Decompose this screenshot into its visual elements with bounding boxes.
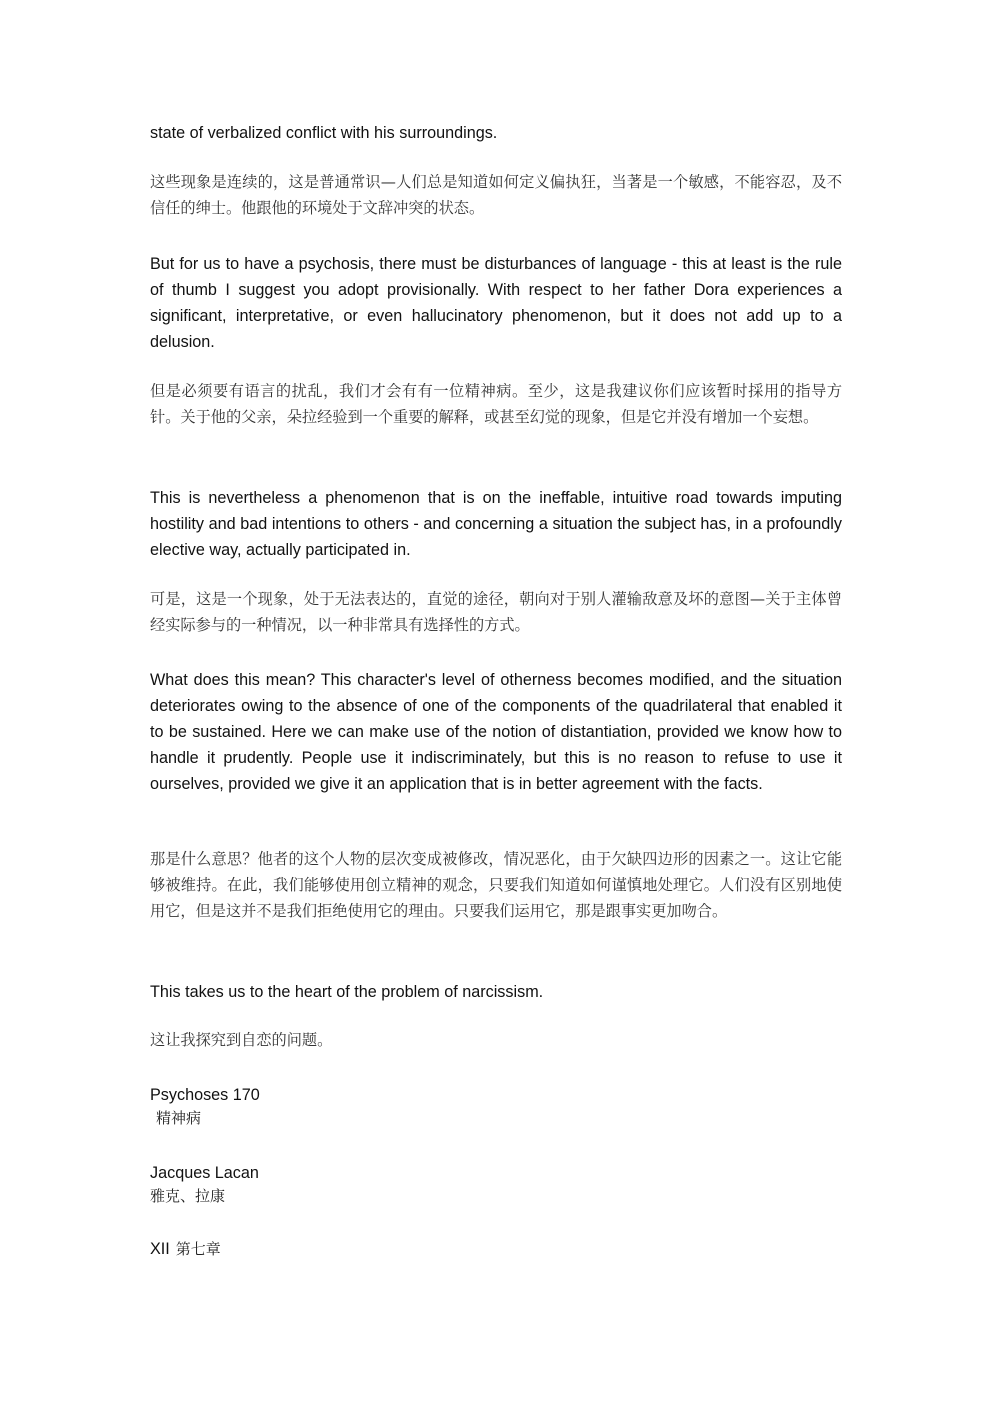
- paragraph-zh-3: 可是，这是一个现象，处于无法表达的，直觉的途径，朝向对于别人灌输敌意及坏的意图—关于主体曾经实际参与的一种情况，以一种非常具有选择性的方式。: [150, 590, 842, 634]
- paragraph-en-5: This takes us to the heart of the problem of narcissism.: [150, 983, 544, 1001]
- paragraph-en-3: This is nevertheless a phenomenon that is on the ineffable, intuitive road towards imputing hostility and bad intentions to others - and concerning a situation the subject has, in a profoundly elective way, actually participated in.: [150, 489, 842, 559]
- author-name-zh: 雅克、拉康: [150, 1187, 226, 1205]
- document-page: [150, 0, 842, 1403]
- paragraph-en-4: What does this mean? This character's level of otherness becomes modified, and the situation deteriorates owing to the absence of one of the components of the quadrilateral that enabled it to be sustained. Here we can make use of the notion of distantiation, provided we know how to handle it prudently. People use it indiscriminately, but this is no reason to refuse to use it ourselves, provided we give it an application that is in better agreement with the facts.: [150, 671, 842, 793]
- paragraph-zh-4: 那是什么意思？他者的这个人物的层次变成被修改，情况恶化，由于欠缺四边形的因素之一。这让它能够被维持。在此，我们能够使用创立精神的观念，只要我们知道如何谨慎地处理它。人们没有区别地使用它，但是这并不是我们拒绝使用它的理由。只要我们运用它，那是跟事实更加吻合。: [150, 850, 842, 920]
- chapter-label: [150, 1237, 221, 1262]
- author-name-en: Jacques Lacan: [150, 1164, 259, 1182]
- paragraph-en-2: But for us to have a psychosis, there must be disturbances of language - this at least is the rule of thumb I suggest you adopt provisionally. With respect to her father Dora experiences a significant, interpretative, or even hallucinatory phenomenon, but it does not add up to a delusion.: [150, 255, 842, 351]
- paragraph-zh-5: 这让我探究到自恋的问题。: [150, 1031, 333, 1049]
- paragraph-zh-2: 但是必须要有语言的扰乱，我们才会有有一位精神病。至少，这是我建议你们应该暂时採用的指导方针。关于他的父亲，朵拉经验到一个重要的解释，或甚至幻觉的现象，但是它并没有增加一个妄想。: [150, 382, 842, 426]
- chapter-roman-numeral: XII: [150, 1240, 170, 1258]
- running-title-en: Psychoses 170: [150, 1086, 260, 1104]
- chapter-title-zh: 第七章: [175, 1240, 221, 1258]
- paragraph-en-1: state of verbalized conflict with his surroundings.: [150, 124, 498, 142]
- running-title-zh: 精神病: [156, 1109, 202, 1127]
- paragraph-zh-1: 这些现象是连续的，这是普通常识—人们总是知道如何定义偏执狂，当著是一个敏感，不能容忍，及不信任的绅士。他跟他的环境处于文辞冲突的状态。: [150, 173, 842, 217]
